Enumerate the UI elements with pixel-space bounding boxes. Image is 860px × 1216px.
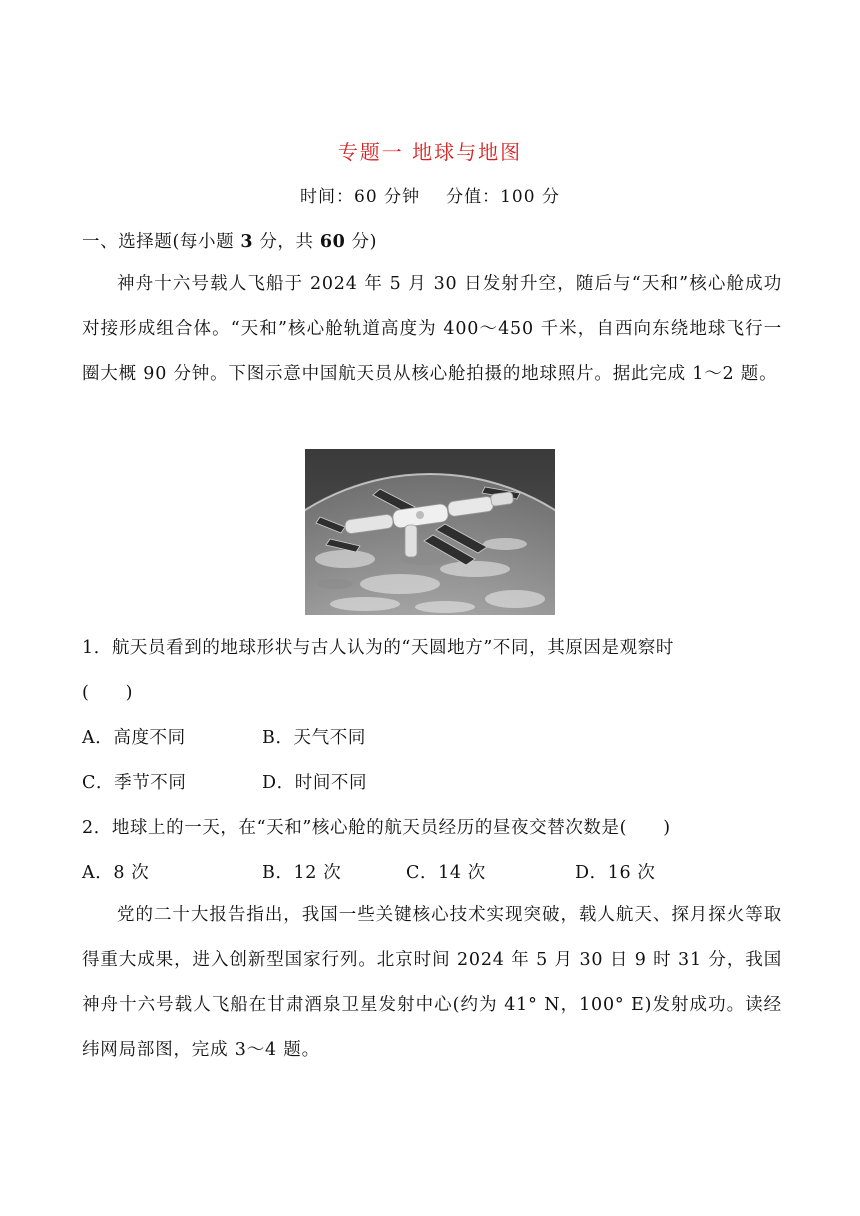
q2-option-b[interactable]: B．12 次 [262, 863, 342, 883]
page-title: 专题一 地球与地图 [337, 140, 523, 164]
q1-option-d[interactable]: D．时间不同 [262, 773, 368, 793]
q2-option-c[interactable]: C．14 次 [406, 863, 486, 883]
q1-option-c[interactable]: C．季节不同 [82, 773, 187, 793]
question-1-answer-blank: ( ) [82, 683, 134, 703]
exam-info [0, 182, 860, 207]
space-station-over-earth-photo [305, 449, 555, 615]
total-score: 分值：100 分 [446, 187, 560, 207]
q2-option-d[interactable]: D．16 次 [575, 863, 656, 883]
passage-1: 神舟十六号载人飞船于 2024 年 5 月 30 日发射升空，随后与“天和”核心舱成功对接形成组合体。“天和”核心舱轨道高度为 400～450 千米，自西向东绕地球飞行一圈大概 90 分钟。下图示意中国航天员从核心舱拍摄的地球照片。据此完成 1～2 题。 [82, 274, 782, 384]
q1-option-b[interactable]: B．天气不同 [262, 728, 366, 748]
time-limit: 时间：60 分钟 [300, 187, 421, 207]
passage-2: 党的二十大报告指出，我国一些关键核心技术实现突破，载人航天、探月探火等取得重大成果，进入创新型国家行列。北京时间 2024 年 5 月 30 日 9 时 31 分，我国神舟十六号载人飞船在甘肃酒泉卫星发射中心(约为 41° N，100° E)发射成功。读经纬网局部图，完成 3～4 题。 [82, 905, 782, 1060]
section-heading: 一、选择题(每小题 3 分，共 60 分) [82, 232, 378, 252]
question-1-stem: 1．航天员看到的地球形状与古人认为的“天圆地方”不同，其原因是观察时 [82, 638, 674, 658]
q1-option-a[interactable]: A．高度不同 [82, 728, 186, 748]
question-2-stem: 2．地球上的一天，在“天和”核心舱的航天员经历的昼夜交替次数是( ) [82, 818, 671, 838]
q2-option-a[interactable]: A．8 次 [82, 863, 150, 883]
